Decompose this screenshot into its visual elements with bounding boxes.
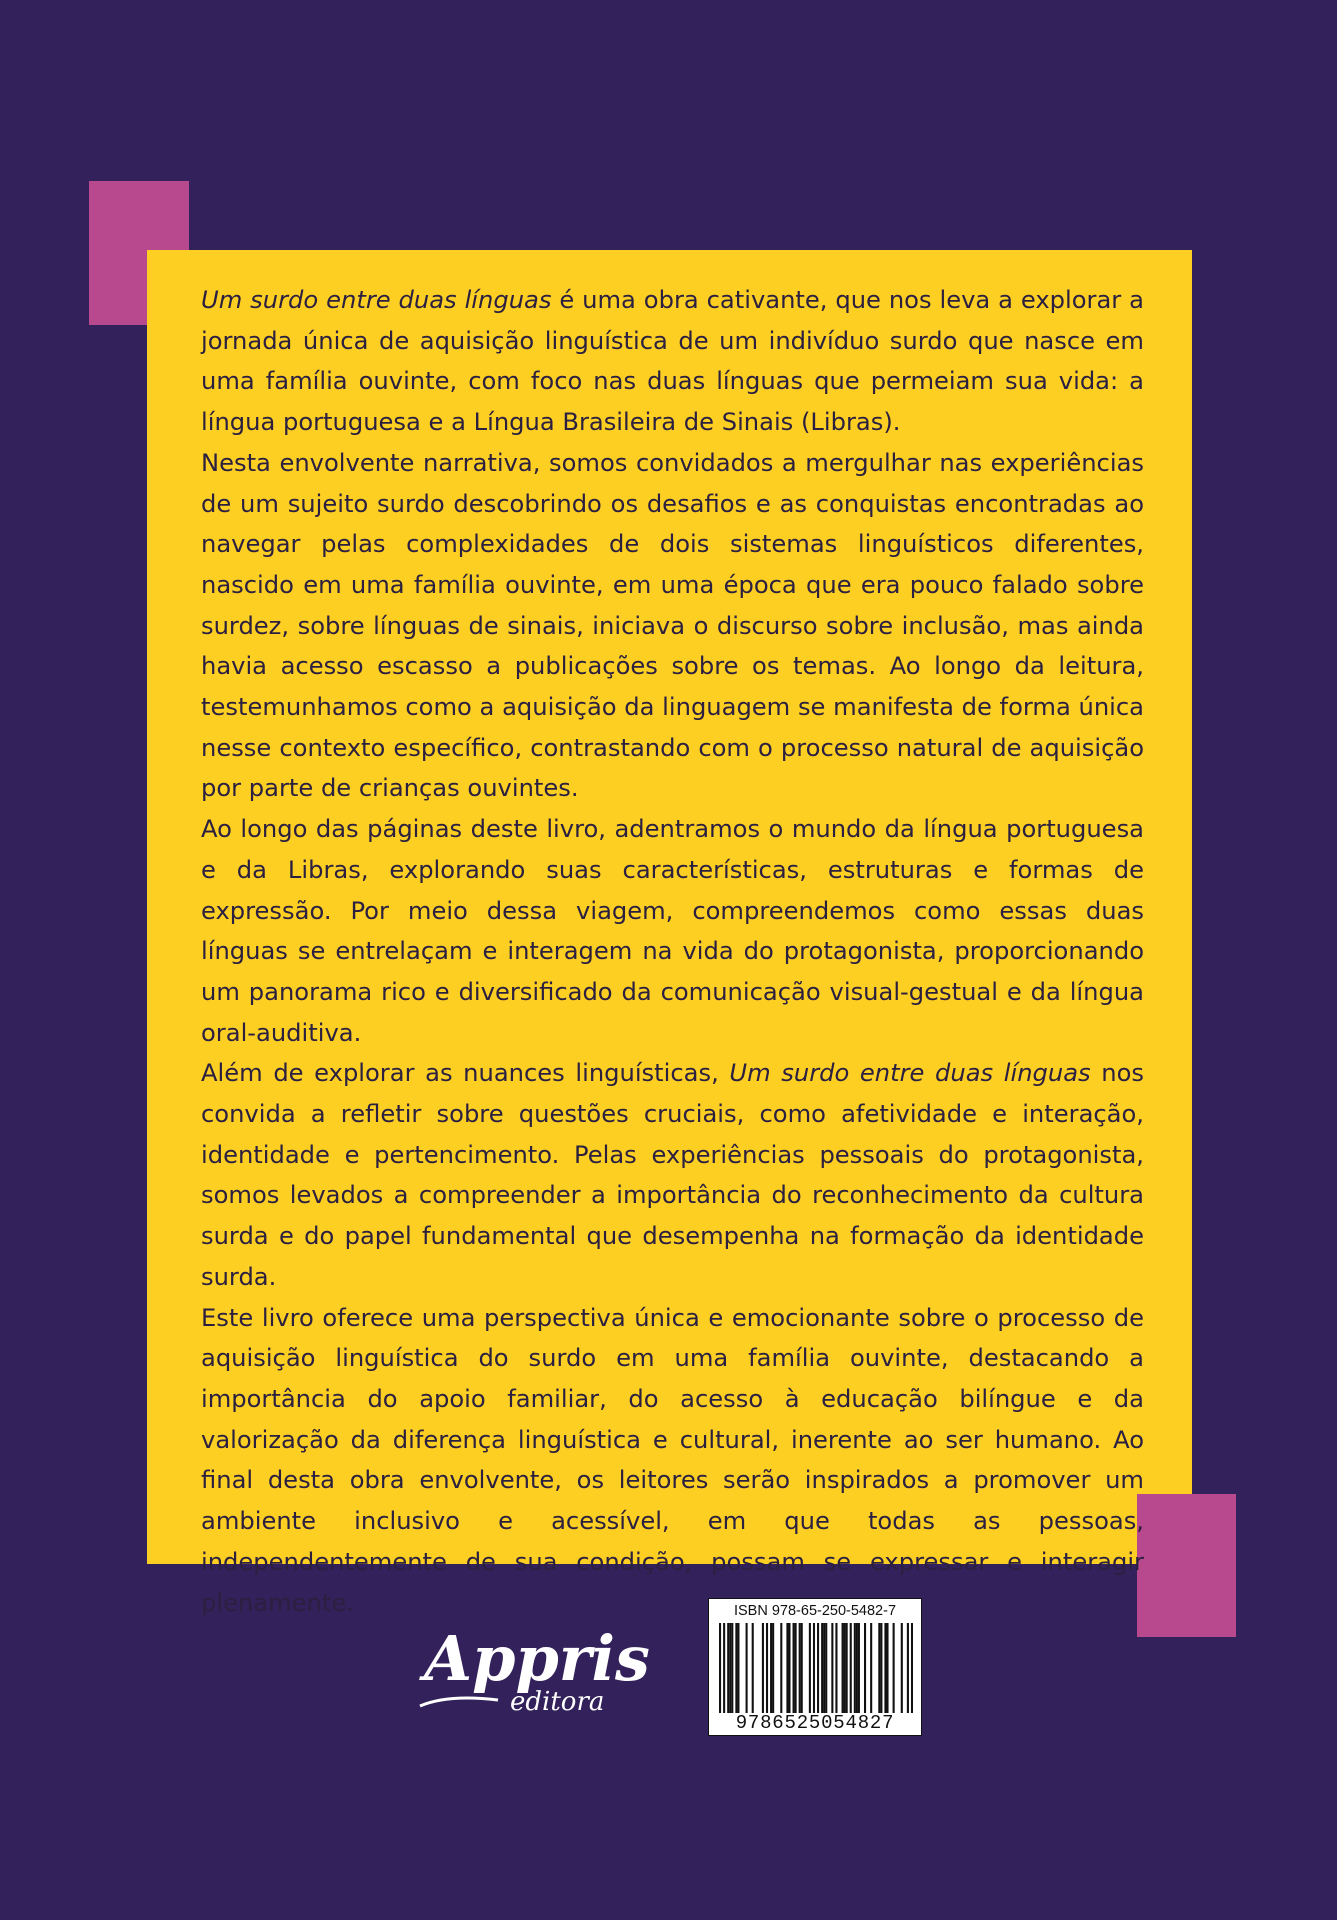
blurb-paragraph-5: Este livro oferece uma perspectiva única e emocionante sobre o processo de aquisição linguística do surdo em uma família ouvinte, destacando a importância do apoio familiar, do acesso à educação bilíngue e da valorização da diferença linguística e cultural, inerente ao ser humano. Ao final desta obra envolvente, os leitores serão inspirados a promover um ambiente inclusivo e acessível, em que todas as pessoas, independentemente de sua condição, possam se expressar e interagir plenamente. xyxy=(201,1303,1144,1617)
blurb-paragraph-1: Um surdo entre duas línguas é uma obra cativante, que nos leva a explorar a jornada única de aquisição linguística de um indivíduo surdo que nasce em uma família ouvinte, com foco nas duas línguas que permeiam sua vida: a língua portuguesa e a Língua Brasileira de Sinais (Libras). xyxy=(201,286,1144,437)
barcode-bar xyxy=(752,1623,754,1713)
barcode-bar xyxy=(799,1623,801,1713)
barcode-bar xyxy=(864,1623,866,1713)
isbn-label: ISBN 978-65-250-5482-7 xyxy=(733,1603,897,1619)
blurb-paragraph-4: Além de explorar as nuances linguísticas, Um surdo entre duas línguas nos convida a refletir sobre questões cruciais, como afetividade e interação, identidade e pertencimento. Pelas experiências pessoais do protagonista, somos levados a compreender a importância do reconhecimento da cultura surda e do papel fundamental que desempenha na formação da identidade surda. xyxy=(201,1059,1144,1291)
barcode-bar xyxy=(780,1623,782,1713)
barcode-bar xyxy=(844,1623,846,1713)
barcode-bar xyxy=(786,1623,788,1713)
barcode-bar xyxy=(735,1623,737,1713)
isbn-digits: 9786525054827 xyxy=(711,1713,919,1733)
barcode-bar xyxy=(878,1623,880,1713)
barcode-bar xyxy=(831,1623,833,1713)
barcode-bar xyxy=(727,1623,729,1713)
barcode-bar xyxy=(737,1623,739,1713)
barcode-bar xyxy=(880,1623,882,1713)
barcode-bar xyxy=(835,1623,837,1713)
barcode-bar xyxy=(854,1623,856,1713)
isbn-barcode xyxy=(708,1598,922,1736)
publisher-subtitle: editora xyxy=(510,1687,605,1717)
publisher-name: Appris xyxy=(424,1622,650,1695)
barcode-bar xyxy=(911,1623,913,1713)
barcode-bar xyxy=(801,1623,803,1713)
barcode-bar xyxy=(907,1623,909,1713)
barcode-bar xyxy=(772,1623,774,1713)
barcode-bar xyxy=(795,1623,797,1713)
barcode-bar xyxy=(731,1623,733,1713)
barcode-bar xyxy=(825,1623,827,1713)
barcode-bar xyxy=(901,1623,903,1713)
barcode-bar xyxy=(723,1623,725,1713)
barcode-bar xyxy=(821,1623,823,1713)
barcode-bar xyxy=(809,1623,811,1713)
barcode-bar xyxy=(893,1623,895,1713)
barcode-bar xyxy=(813,1623,815,1713)
barcode-bar xyxy=(884,1623,886,1713)
barcode-bar xyxy=(870,1623,872,1713)
blurb-paragraph-2: Nesta envolvente narrativa, somos convidados a mergulhar nas experiências de um sujeito surdo descobrindo os desafios e as conquistas encontradas ao navegar pelas complexidades de dois sistemas linguísticos diferentes, nascido em uma família ouvinte, em uma época que era pouco falado sobre surdez, sobre línguas de sinais, iniciava o discurso sobre inclusão, mas ainda havia acesso escasso a publicações sobre os temas. Ao longo da leitura, testemunhamos como a aquisição da linguagem se manifesta de forma única nesse contexto específico, contrastando com o processo natural de aquisição por parte de crianças ouvintes. xyxy=(201,448,1144,803)
barcode-bar xyxy=(846,1623,848,1713)
barcode-bars xyxy=(719,1623,913,1713)
barcode-bar xyxy=(788,1623,790,1713)
barcode-bar xyxy=(856,1623,858,1713)
barcode-bar xyxy=(823,1623,825,1713)
back-cover-blurb xyxy=(201,280,1144,1623)
barcode-bar xyxy=(842,1623,844,1713)
barcode-bar xyxy=(817,1623,819,1713)
book-title-italic: Um surdo entre duas línguas xyxy=(729,1059,1091,1088)
book-title-italic: Um surdo entre duas línguas xyxy=(201,286,552,314)
barcode-bar xyxy=(729,1623,731,1713)
barcode-bar xyxy=(793,1623,795,1713)
barcode-bar xyxy=(858,1623,860,1713)
appris-editora-logo xyxy=(418,1610,658,1720)
barcode-bar xyxy=(746,1623,748,1713)
barcode-bar xyxy=(850,1623,852,1713)
blurb-paragraph-3: Ao longo das páginas deste livro, adentramos o mundo da língua portuguesa e da Libras, explorando suas características, estruturas e formas de expressão. Por meio dessa viagem, compreendemos como essas duas línguas se entrelaçam e interagem na vida do protagonista, proporcionando um panorama rico e diversificado da comunicação visual-gestual e da língua oral-auditiva. xyxy=(201,815,1144,1047)
decorative-square-bottom-right xyxy=(1137,1494,1236,1637)
barcode-bar xyxy=(770,1623,772,1713)
barcode-bar xyxy=(766,1623,768,1713)
barcode-bar xyxy=(762,1623,764,1713)
barcode-bar xyxy=(886,1623,888,1713)
barcode-bar xyxy=(719,1623,721,1713)
